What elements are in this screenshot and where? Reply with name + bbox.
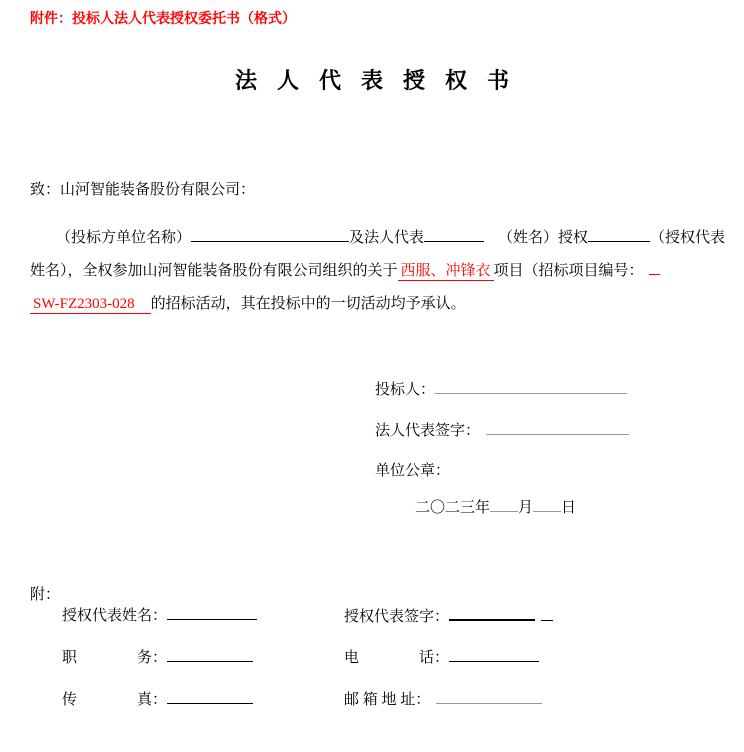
- legal-rep-signature-row: [375, 419, 629, 440]
- line3-text: 的招标活动，其在投标中的一切活动均予承认。: [150, 296, 466, 312]
- date-year-text: 二〇二三年: [415, 500, 491, 516]
- rep-name-blank: [167, 604, 257, 620]
- phone-blank: [449, 646, 539, 662]
- project-code-blank-start: [649, 259, 660, 275]
- company-seal-label: 单位公章：: [375, 463, 451, 479]
- date-line: [415, 496, 576, 517]
- project-name-highlight: 西服、冲锋衣: [398, 263, 494, 281]
- email-blank: [436, 688, 542, 704]
- rep-signature-blank-short: [541, 605, 553, 621]
- position-blank: [167, 646, 253, 662]
- company-seal-row: [375, 459, 450, 480]
- phone-label: 电 话：: [344, 650, 450, 666]
- after-project-text: 项目（招标项目编号：: [493, 263, 644, 279]
- fax-blank: [167, 688, 253, 704]
- bidder-blank: [435, 378, 627, 394]
- rep-signature-label: 授权代表签字：: [344, 609, 450, 625]
- rep-name-label: 授权代表姓名：: [62, 608, 168, 624]
- auth-rep-open-text: （授权代表: [650, 230, 726, 246]
- name-authorize-text: （姓名）授权: [498, 230, 589, 246]
- legal-rep-name-blank: [424, 226, 484, 242]
- company-label-text: （投标方单位名称）: [56, 230, 192, 246]
- paragraph-line-3: [30, 288, 736, 321]
- rep-signature-cell: [344, 604, 553, 626]
- date-day-blank: [533, 496, 561, 512]
- date-month-text: 月: [518, 500, 534, 516]
- project-code-highlight: SW-FZ2303-028: [30, 296, 151, 314]
- line2-text: 姓名），全权参加山河智能装备股份有限公司组织的关于: [30, 263, 398, 279]
- legal-rep-signature-label: 法人代表签字：: [375, 423, 481, 439]
- fax-label: 传 真：: [62, 692, 168, 708]
- salutation-line: 致：山河智能装备股份有限公司：: [30, 182, 256, 198]
- rep-signature-blank: [449, 604, 535, 621]
- paragraph-line-1: [30, 222, 736, 255]
- attachment-section-label: 附：: [30, 587, 61, 603]
- position-label: 职 务：: [62, 650, 168, 666]
- and-legal-rep-text: 及法人代表: [349, 230, 425, 246]
- authorization-paragraph: [30, 222, 736, 321]
- attachment-header-note: 附件：投标人法人代表授权委托书（格式）: [30, 12, 296, 27]
- authorized-name-blank: [588, 226, 650, 242]
- fax-cell: [62, 688, 253, 709]
- date-month-blank: [490, 496, 518, 512]
- bidder-row: [375, 378, 627, 399]
- paragraph-line-2: [30, 255, 736, 288]
- legal-rep-signature-blank: [486, 419, 629, 435]
- position-cell: [62, 646, 253, 667]
- email-cell: [344, 688, 542, 709]
- company-name-blank: [191, 226, 349, 242]
- document-title: 法人代表授权书: [234, 68, 529, 93]
- date-day-text: 日: [561, 500, 577, 516]
- email-label: 邮 箱 地 址：: [344, 692, 431, 708]
- bidder-label: 投标人：: [375, 382, 436, 398]
- rep-name-cell: [62, 604, 257, 625]
- phone-cell: [344, 646, 539, 667]
